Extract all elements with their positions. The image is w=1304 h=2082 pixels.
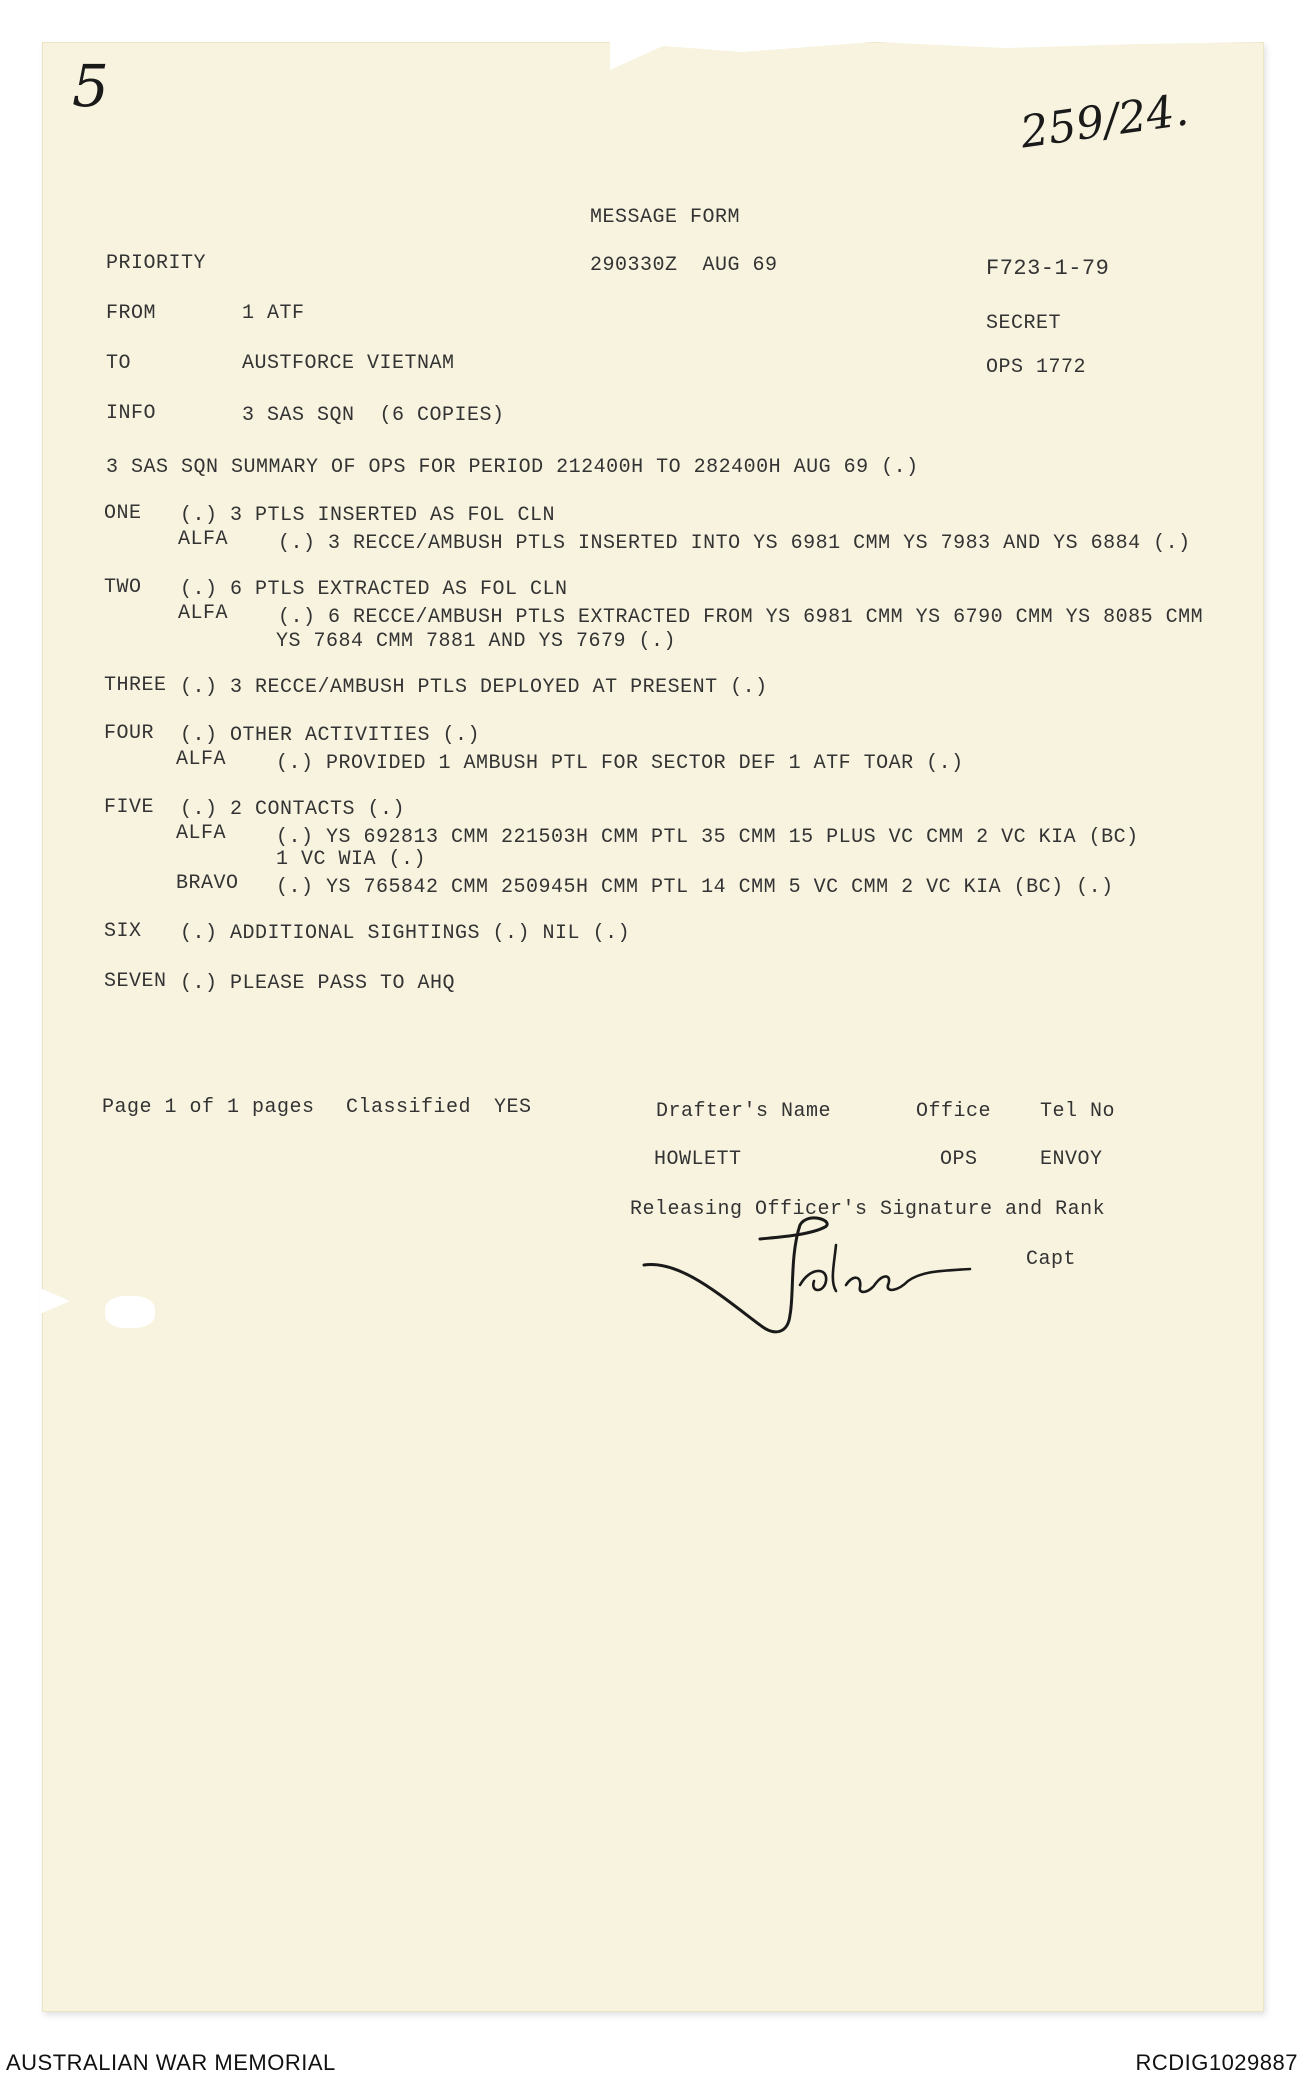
para-text: (.) ADDITIONAL SIGHTINGS (.) NIL (.) xyxy=(180,922,631,945)
institution-name: AUSTRALIAN WAR MEMORIAL xyxy=(6,2050,336,2075)
para-label: TWO xyxy=(104,576,142,599)
para-label: FOUR xyxy=(104,722,155,745)
ops-number: OPS 1772 xyxy=(986,356,1087,379)
handwritten-page-reference: 259/24. xyxy=(1017,84,1192,159)
para-text: (.) PROVIDED 1 AMBUSH PTL FOR SECTOR DEF 1 ATF TOAR (.) xyxy=(276,752,964,775)
officer-rank: Capt xyxy=(1026,1248,1077,1271)
para-text: (.) OTHER ACTIVITIES (.) xyxy=(180,724,481,747)
page-info: Page 1 of 1 pages xyxy=(102,1096,315,1119)
para-text: (.) 3 RECCE/AMBUSH PTLS DEPLOYED AT PRESENT (.) xyxy=(180,676,768,699)
paper-tear-left-2 xyxy=(105,1296,155,1328)
releasing-officer-label: Releasing Officer's Signature and Rank xyxy=(630,1198,1106,1221)
para-text: (.) 3 RECCE/AMBUSH PTLS INSERTED INTO YS 6981 CMM YS 7983 AND YS 6884 (.) xyxy=(278,532,1191,555)
summary-line: 3 SAS SQN SUMMARY OF OPS FOR PERIOD 212400H TO 282400H AUG 69 (.) xyxy=(106,456,919,479)
para-text: (.) 2 CONTACTS (.) xyxy=(180,798,406,821)
para-label: ALFA xyxy=(176,748,227,771)
para-text: (.) YS 692813 CMM 221503H CMM PTL 35 CMM 15 PLUS VC CMM 2 VC KIA (BC) xyxy=(276,826,1139,849)
classification: SECRET xyxy=(986,312,1062,335)
tel-label: Tel No xyxy=(1040,1100,1116,1123)
corner-handwritten-mark: 5 xyxy=(72,52,109,120)
para-label: ALFA xyxy=(178,528,229,551)
para-label: SIX xyxy=(104,920,142,943)
form-title: MESSAGE FORM xyxy=(590,206,741,229)
drafter-label: Drafter's Name xyxy=(656,1100,832,1123)
para-label: ALFA xyxy=(176,822,227,845)
office-value: OPS xyxy=(940,1148,978,1171)
info-value: 3 SAS SQN (6 COPIES) xyxy=(242,404,505,427)
para-text: (.) 3 PTLS INSERTED AS FOL CLN xyxy=(180,504,556,527)
para-label: ONE xyxy=(104,502,142,525)
para-text: 1 VC WIA (.) xyxy=(276,848,427,871)
para-text: YS 7684 CMM 7881 AND YS 7679 (.) xyxy=(276,630,677,653)
para-label: ALFA xyxy=(178,602,229,625)
from-label: FROM xyxy=(106,302,157,325)
officer-signature xyxy=(640,1215,980,1345)
drafter-value: HOWLETT xyxy=(654,1148,742,1171)
message-form-paper xyxy=(42,42,1264,2012)
classified-value: YES xyxy=(494,1096,532,1119)
tel-value: ENVOY xyxy=(1040,1148,1103,1171)
para-text: (.) 6 PTLS EXTRACTED AS FOL CLN xyxy=(180,578,568,601)
office-label: Office xyxy=(916,1100,992,1123)
date-time-group: 290330Z AUG 69 xyxy=(590,254,778,277)
priority-label: PRIORITY xyxy=(106,252,207,275)
from-value: 1 ATF xyxy=(242,302,305,325)
para-label: THREE xyxy=(104,674,167,697)
para-label: FIVE xyxy=(104,796,155,819)
to-label: TO xyxy=(106,352,132,375)
reference-number: F723-1-79 xyxy=(986,256,1110,281)
para-label: BRAVO xyxy=(176,872,239,895)
classified-label: Classified xyxy=(346,1096,472,1119)
to-value: AUSTFORCE VIETNAM xyxy=(242,352,455,375)
info-label: INFO xyxy=(106,402,157,425)
para-text: (.) 6 RECCE/AMBUSH PTLS EXTRACTED FROM YS 6981 CMM YS 6790 CMM YS 8085 CMM xyxy=(278,606,1204,629)
catalogue-id: RCDIG1029887 xyxy=(1135,2050,1298,2075)
para-text: (.) YS 765842 CMM 250945H CMM PTL 14 CMM 5 VC CMM 2 VC KIA (BC) (.) xyxy=(276,876,1114,899)
para-text: (.) PLEASE PASS TO AHQ xyxy=(180,972,456,995)
para-label: SEVEN xyxy=(104,970,167,993)
